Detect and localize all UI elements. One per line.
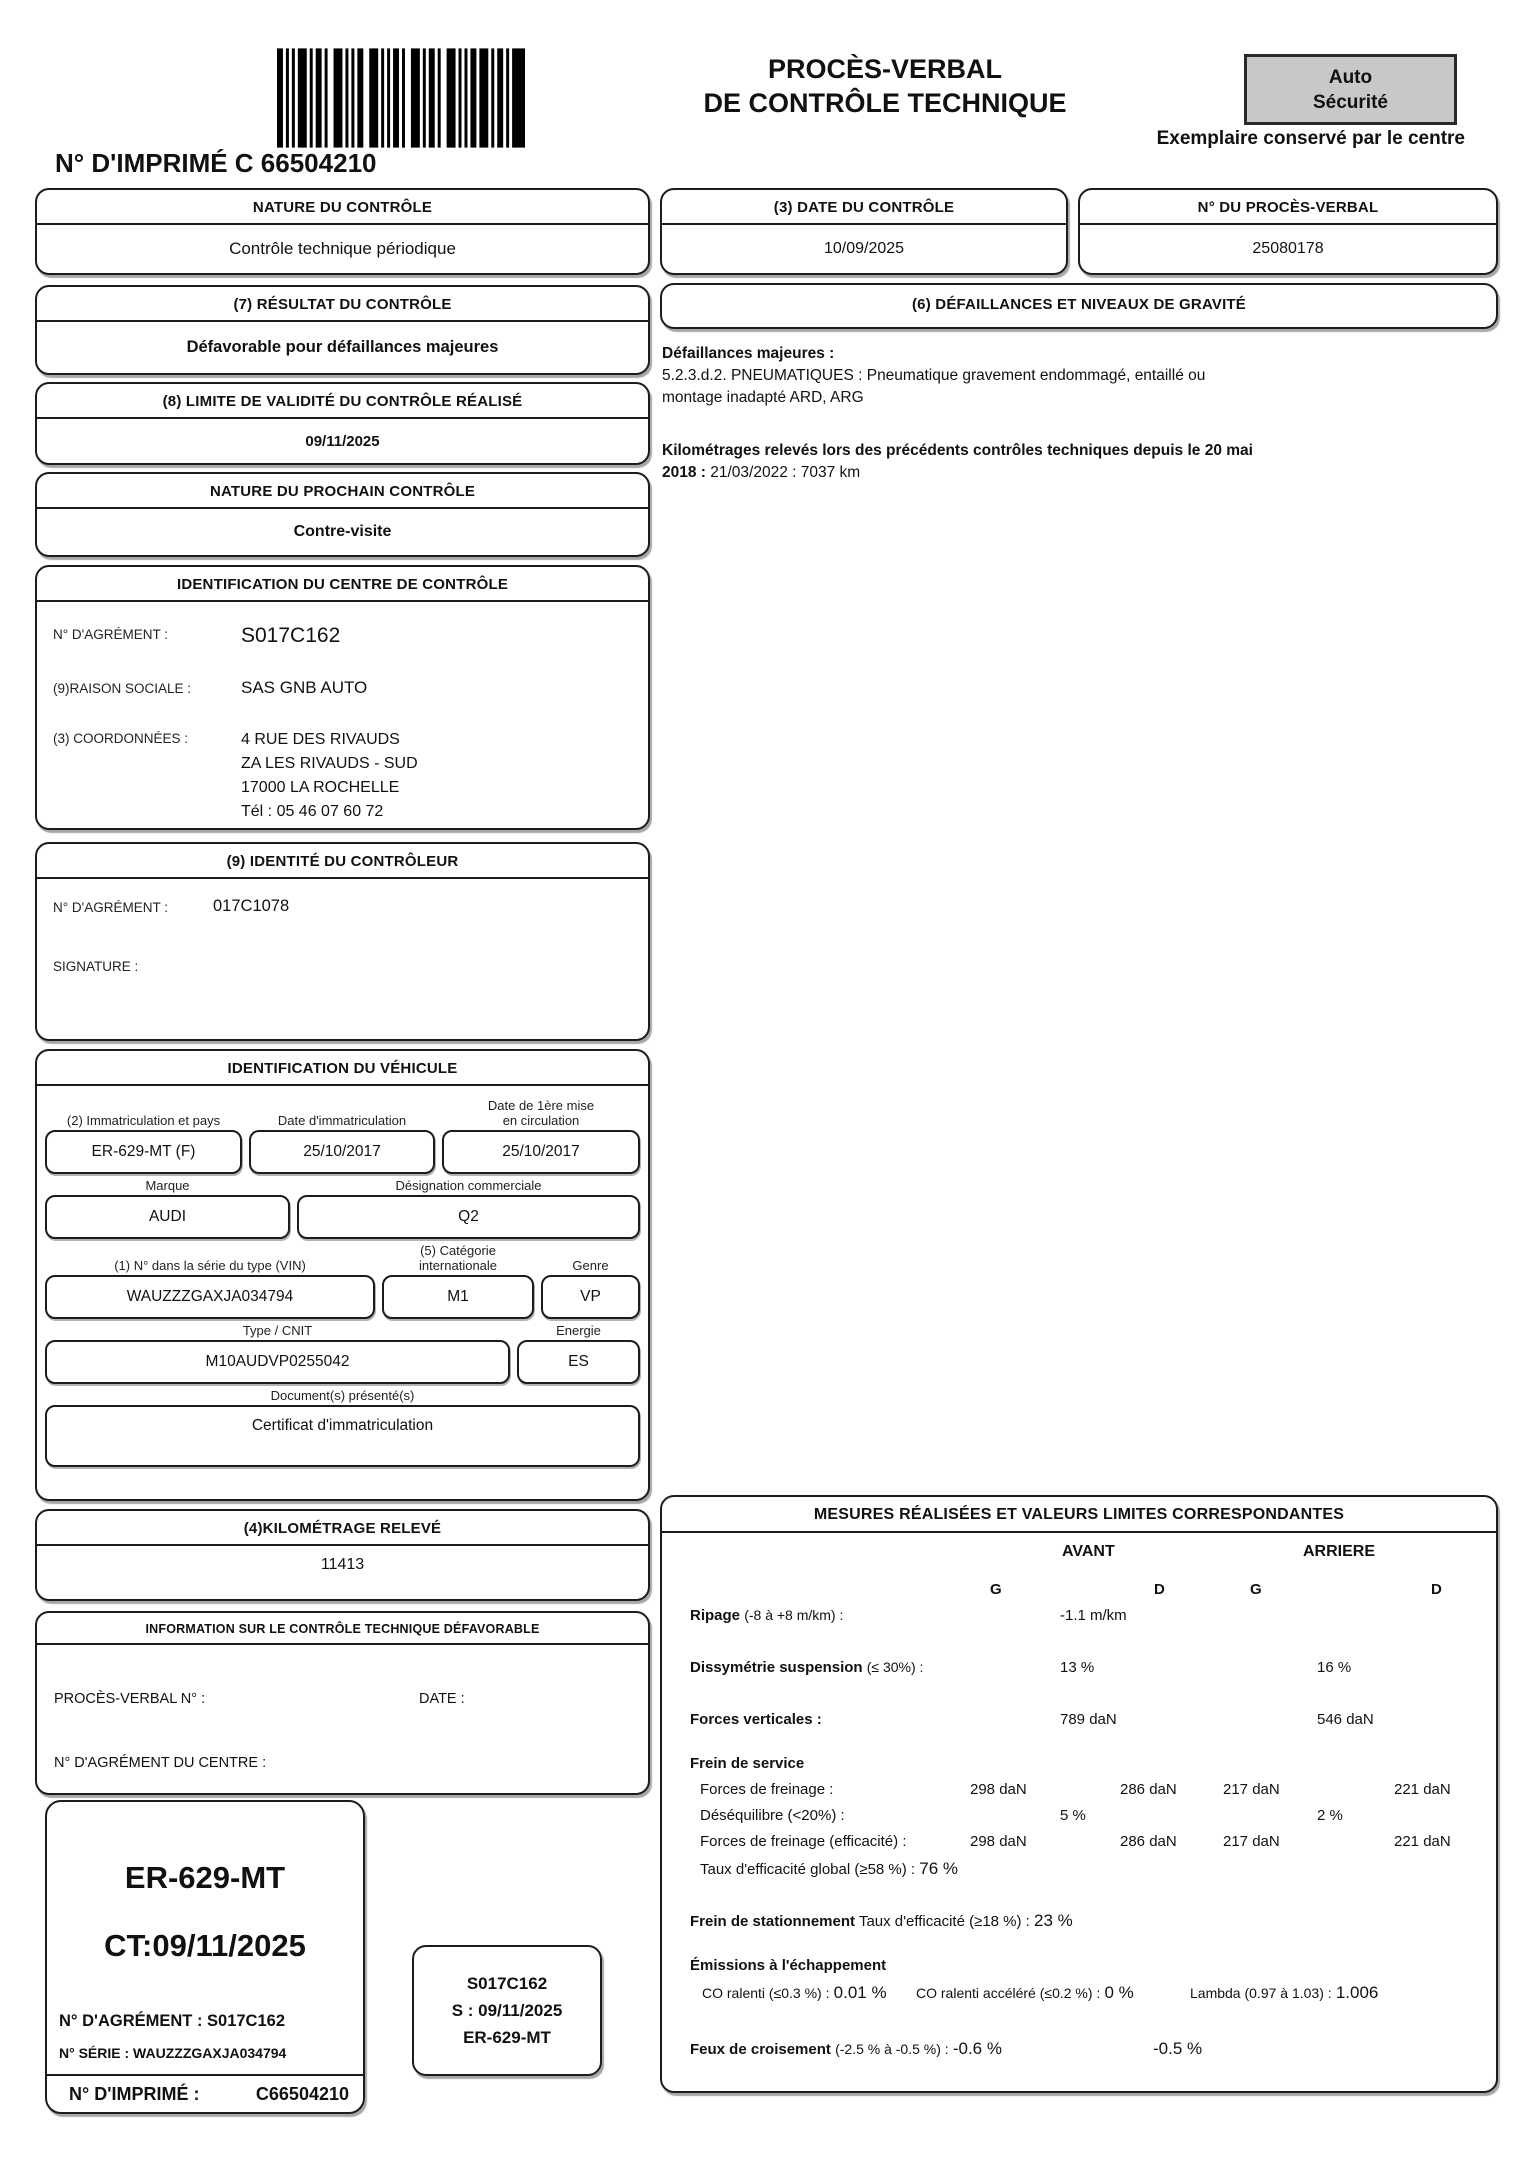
frein-service-title: Frein de service xyxy=(690,1755,805,1772)
col-header-avant: AVANT xyxy=(1062,1543,1115,1560)
categorie-value: M1 xyxy=(382,1275,534,1319)
info-pv-label: PROCÈS-VERBAL N° : xyxy=(54,1691,206,1707)
section-header: (3) DATE DU CONTRÔLE xyxy=(662,190,1066,225)
co-accelere: CO ralenti accéléré (≤0.2 %) : 0 % xyxy=(916,1983,1134,2002)
address-line: Tél : 05 46 07 60 72 xyxy=(241,803,384,820)
numero-pv-value: 25080178 xyxy=(1252,240,1324,257)
prochain-value: Contre-visite xyxy=(293,523,392,540)
col-header-d-avant: D xyxy=(1154,1581,1165,1598)
centre-raison-label: (9)RAISON SOCIALE : xyxy=(53,681,192,696)
print-number: N° D'IMPRIMÉ C 66504210 xyxy=(55,148,377,178)
section-header: (9) IDENTITÉ DU CONTRÔLEUR xyxy=(37,844,648,879)
left-column xyxy=(35,188,650,2160)
section-mesures xyxy=(660,1495,1498,2093)
centre-raison-value: SAS GNB AUTO xyxy=(241,678,368,697)
title-line-2: DE CONTRÔLE TECHNIQUE xyxy=(703,88,1067,118)
auto-securite-badge xyxy=(1244,54,1457,125)
dissymetrie-arriere: 16 % xyxy=(1317,1659,1352,1676)
vignette-sticker xyxy=(45,1800,365,2114)
section-header: (4)KILOMÉTRAGE RELEVÉ xyxy=(37,1511,648,1546)
section-numero-pv xyxy=(1078,188,1498,275)
desequilibre-row: Déséquilibre (<20%) : 5 % 2 % xyxy=(700,1807,1343,1824)
section-header: IDENTIFICATION DU VÉHICULE xyxy=(37,1051,648,1086)
sticker-imprime-row xyxy=(47,2074,363,2105)
designation-label: Désignation commerciale xyxy=(395,1178,542,1193)
section-kilometrage xyxy=(35,1509,650,1601)
section-centre-controle xyxy=(35,565,650,830)
date-immat-value: 25/10/2017 xyxy=(249,1130,435,1174)
documents-label: Document(s) présenté(s) xyxy=(270,1388,415,1403)
section-header: (6) DÉFAILLANCES ET NIVEAUX DE GRAVITÉ xyxy=(911,296,1247,313)
col-header-g-avant: G xyxy=(990,1581,1002,1598)
section-vehicule xyxy=(35,1049,650,1501)
feux-arriere-value: -0.5 % xyxy=(1153,2039,1203,2058)
centre-coordonnees-label: (3) COORDONNÉES : xyxy=(53,731,189,746)
signature-label: SIGNATURE : xyxy=(53,959,139,974)
emissions-row xyxy=(690,1983,1488,2009)
lambda: Lambda (0.97 à 1.03) : 1.006 xyxy=(1190,1983,1379,2002)
col-header-d-arriere: D xyxy=(1431,1581,1442,1598)
frein-stationnement-row: Frein de stationnement Taux d'efficacité (≥18 %) : 23 % xyxy=(690,1911,1073,1930)
nature-value: Contrôle technique périodique xyxy=(229,239,456,258)
date-immat-label: Date d'immatriculation xyxy=(277,1113,407,1128)
section-header: NATURE DU PROCHAIN CONTRÔLE xyxy=(37,474,648,509)
title-line-1: PROCÈS-VERBAL xyxy=(767,54,1003,84)
ripage-row: Ripage (-8 à +8 m/km) : -1.1 m/km xyxy=(690,1607,1127,1624)
reminder-plate: ER-629-MT xyxy=(463,2028,551,2047)
forces-verticales-row: Forces verticales : 789 daN 546 daN xyxy=(690,1711,1374,1728)
right-column xyxy=(660,188,1498,2160)
ripage-value: -1.1 m/km xyxy=(1060,1607,1127,1624)
sticker-imprime-label: N° D'IMPRIMÉ : xyxy=(69,2084,200,2104)
reminder-box xyxy=(412,1945,602,2076)
section-header: (7) RÉSULTAT DU CONTRÔLE xyxy=(37,287,648,322)
brand-line-1: Auto xyxy=(1328,66,1373,88)
energie-value: ES xyxy=(517,1340,640,1384)
forces-freinage-row: Forces de freinage : 298 daN 286 daN 217 daN 221 daN xyxy=(700,1781,1451,1798)
section-header: MESURES RÉALISÉES ET VALEURS LIMITES CORRESPONDANTES xyxy=(662,1497,1496,1533)
limite-value: 09/11/2025 xyxy=(305,432,380,450)
section-date-controle xyxy=(660,188,1068,275)
feux-croisement-row: Feux de croisement (-2.5 % à -0.5 %) : -0.6 % -0.5 % xyxy=(690,2039,1203,2058)
centre-agrement-value: S017C162 xyxy=(241,624,341,647)
taux-global-row: Taux d'efficacité global (≥58 %) : 76 % xyxy=(700,1859,959,1878)
sticker-ct-date: CT:09/11/2025 xyxy=(104,1928,306,1963)
marque-label: Marque xyxy=(145,1178,190,1193)
section-defaillances xyxy=(660,283,1498,329)
designation-value: Q2 xyxy=(297,1195,640,1239)
col-header-arriere: ARRIERE xyxy=(1303,1543,1376,1560)
section-header: IDENTIFICATION DU CENTRE DE CONTRÔLE xyxy=(37,567,648,602)
genre-label: Genre xyxy=(572,1258,609,1273)
defaillances-majeures-title: Défaillances majeures : xyxy=(662,345,835,362)
resultat-value: Défavorable pour défaillances majeures xyxy=(186,338,499,356)
defaillance-line: 5.2.3.d.2. PNEUMATIQUES : Pneumatique gravement endommagé, entaillé ou xyxy=(662,367,1206,384)
taux-global-value: 76 % xyxy=(919,1859,959,1878)
section-header: INFORMATION SUR LE CONTRÔLE TECHNIQUE DÉFAVORABLE xyxy=(37,1613,648,1645)
type-cnit-label: Type / CNIT xyxy=(242,1323,313,1338)
controleur-agrement-value: 017C1078 xyxy=(213,897,290,915)
controleur-agrement-label: N° D'AGRÉMENT : xyxy=(53,900,168,915)
date-circulation-value: 25/10/2017 xyxy=(442,1130,640,1174)
reminder-date: S : 09/11/2025 xyxy=(451,2001,563,2020)
section-header: (8) LIMITE DE VALIDITÉ DU CONTRÔLE RÉALISÉ xyxy=(37,384,648,419)
dissymetrie-row: Dissymétrie suspension (≤ 30%) : 13 % 16 % xyxy=(690,1659,1352,1676)
date-circulation-label: Date de 1ère mise en circulation xyxy=(487,1098,595,1128)
freinage-efficacite-row: Forces de freinage (efficacité) : 298 daN 286 daN 217 daN 221 daN xyxy=(700,1833,1451,1850)
sticker-imprime-value: C66504210 xyxy=(255,2084,349,2104)
section-header: N° DU PROCÈS-VERBAL xyxy=(1080,190,1496,225)
sticker-plate: ER-629-MT xyxy=(124,1860,286,1895)
categorie-label: (5) Catégorie internationale xyxy=(418,1243,498,1273)
marque-value: AUDI xyxy=(45,1195,290,1239)
centre-coordonnees-value xyxy=(241,728,418,824)
emissions-title: Émissions à l'échappement xyxy=(690,1957,887,1974)
desequilibre-avant: 5 % xyxy=(1060,1807,1086,1824)
section-prochain-controle xyxy=(35,472,650,557)
section-controleur xyxy=(35,842,650,1041)
feux-avant-value: -0.6 % xyxy=(952,2039,1002,2058)
kilometrages-historique-line1: Kilométrages relevés lors des précédents contrôles techniques depuis le 20 mai xyxy=(662,442,1253,459)
energie-label: Energie xyxy=(556,1323,601,1338)
dissymetrie-avant: 13 % xyxy=(1060,1659,1095,1676)
centre-agrement-label: N° D'AGRÉMENT : xyxy=(53,627,168,642)
vin-value: WAUZZZGAXJA034794 xyxy=(45,1275,375,1319)
address-line: 17000 LA ROCHELLE xyxy=(241,779,400,796)
documents-value: Certificat d'immatriculation xyxy=(45,1405,640,1467)
address-line: ZA LES RIVAUDS - SUD xyxy=(241,755,418,772)
immat-value: ER-629-MT (F) xyxy=(45,1130,242,1174)
forces-verticales-avant: 789 daN xyxy=(1060,1711,1117,1728)
section-info-defavorable xyxy=(35,1611,650,1795)
type-cnit-value: M10AUDVP0255042 xyxy=(45,1340,510,1384)
barcode xyxy=(277,48,525,148)
genre-value: VP xyxy=(541,1275,640,1319)
vin-label: (1) N° dans la série du type (VIN) xyxy=(114,1258,306,1273)
frein-stationnement-value: 23 % xyxy=(1034,1911,1073,1930)
forces-verticales-arriere: 546 daN xyxy=(1317,1711,1374,1728)
document-title xyxy=(660,52,1110,120)
sticker-agrement: N° D'AGRÉMENT : S017C162 xyxy=(59,2012,285,2030)
col-header-g-arriere: G xyxy=(1250,1581,1262,1598)
defaillances-text xyxy=(660,343,1478,484)
section-nature-controle xyxy=(35,188,650,275)
immat-label: (2) Immatriculation et pays xyxy=(66,1113,221,1128)
reminder-agrement: S017C162 xyxy=(466,1974,548,1993)
info-date-label: DATE : xyxy=(419,1691,465,1707)
copy-note: Exemplaire conservé par le centre xyxy=(1156,128,1465,149)
co-ralenti: CO ralenti (≤0.3 %) : 0.01 % xyxy=(702,1983,887,2002)
kilometrage-value: 11413 xyxy=(320,1556,365,1573)
kilometrages-historique-line2: 2018 : 21/03/2022 : 7037 km xyxy=(662,464,861,481)
section-resultat xyxy=(35,285,650,375)
defaillance-line: montage inadapté ARD, ARG xyxy=(662,389,864,406)
info-agrement-label: N° D'AGRÉMENT DU CENTRE : xyxy=(54,1755,267,1771)
address-line: 4 RUE DES RIVAUDS xyxy=(241,731,400,748)
section-header: NATURE DU CONTRÔLE xyxy=(37,190,648,225)
sticker-serie: N° SÉRIE : WAUZZZGAXJA034794 xyxy=(59,2045,287,2061)
date-controle-value: 10/09/2025 xyxy=(823,240,905,257)
brand-line-2: Sécurité xyxy=(1313,91,1388,113)
section-limite-validite xyxy=(35,382,650,465)
desequilibre-arriere: 2 % xyxy=(1317,1807,1343,1824)
